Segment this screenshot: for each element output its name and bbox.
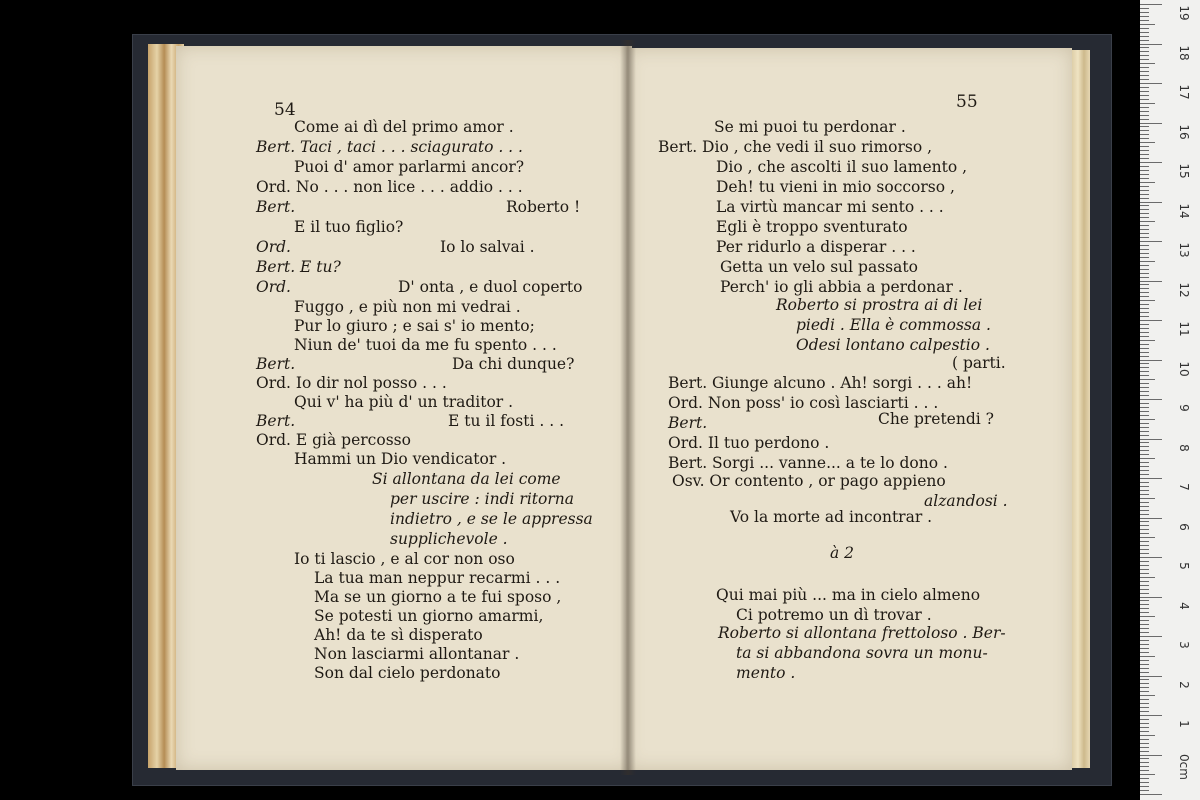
text-line: Ci potremo un dì trovar .: [736, 606, 932, 624]
ruler-tick: [1140, 672, 1149, 673]
speaker-line: Ord. No . . . non lice . . . addio . . .: [256, 178, 523, 196]
ruler-tick: [1140, 300, 1155, 301]
ruler-tick: [1140, 261, 1155, 262]
ruler-tick: [1140, 284, 1149, 285]
ruler-number: 11: [1177, 321, 1191, 337]
ruler-tick: [1140, 107, 1149, 108]
stage-direction: alzandosi .: [924, 492, 1008, 510]
text-line: E il tuo figlio?: [294, 218, 404, 236]
ruler-tick: [1140, 138, 1149, 139]
ruler-tick: [1140, 265, 1149, 266]
ruler-tick: [1140, 273, 1149, 274]
text-line: Fuggo , e più non mi vedrai .: [294, 298, 521, 316]
ruler-tick: [1140, 778, 1149, 779]
ruler-tick: [1140, 32, 1149, 33]
text-line: Io ti lascio , e al cor non oso: [294, 550, 515, 568]
ruler-tick: [1140, 126, 1149, 127]
page-number: 54: [274, 100, 296, 120]
ruler-tick: [1140, 739, 1149, 740]
ruler-tick: [1140, 620, 1149, 621]
ruler-tick: [1140, 703, 1149, 704]
ruler-tick: [1140, 316, 1149, 317]
ruler-tick: [1140, 344, 1149, 345]
speaker-label: Ord.: [256, 238, 291, 256]
ruler-tick: [1140, 209, 1149, 210]
ruler-tick: [1140, 541, 1149, 542]
ruler-tick: [1140, 411, 1149, 412]
ruler-tick: [1140, 213, 1149, 214]
text-line: Son dal cielo perdonato: [314, 664, 501, 682]
ruler-number: 8: [1177, 443, 1191, 452]
ruler-tick: [1140, 253, 1149, 254]
ruler-tick: [1140, 166, 1149, 167]
ruler-tick: [1140, 474, 1149, 475]
ruler-tick: [1140, 328, 1149, 329]
text-line: Dio , che ascolti il suo lamento ,: [716, 158, 968, 176]
text-line: Come ai dì del primo amor .: [294, 118, 514, 136]
text-line: Niun de' tuoi da me fu spento . . .: [294, 336, 557, 354]
speaker-line: Bert. Sorgi ... vanne... a te lo dono .: [668, 454, 948, 472]
text-line: Se potesti un giorno amarmi,: [314, 607, 544, 625]
ruler-tick: [1140, 573, 1149, 574]
ruler-tick: [1140, 439, 1162, 440]
ruler-tick: [1140, 51, 1149, 52]
ruler-tick: [1140, 8, 1149, 9]
ruler-tick: [1140, 91, 1149, 92]
ruler-tick: [1140, 628, 1149, 629]
ruler-tick: [1140, 419, 1155, 420]
ruler-tick: [1140, 652, 1149, 653]
speaker-line: Ord. Io dir nol posso . . .: [256, 374, 447, 392]
page-number: 55: [956, 92, 978, 112]
ruler-tick: [1140, 723, 1149, 724]
ruler-tick: [1140, 758, 1149, 759]
ruler-tick: [1140, 55, 1149, 56]
ruler-tick: [1140, 304, 1149, 305]
ruler-tick: [1140, 585, 1149, 586]
ruler-tick: [1140, 63, 1155, 64]
ruler-tick: [1140, 529, 1149, 530]
stage-direction: Si allontana da lei come: [372, 470, 561, 488]
ruler-tick: [1140, 67, 1149, 68]
ruler-tick: [1140, 423, 1149, 424]
ruler-tick: [1140, 395, 1149, 396]
ruler-tick: [1140, 486, 1149, 487]
ruler-number: 14: [1177, 202, 1191, 219]
ruler-tick: [1140, 178, 1149, 179]
speaker-line: Bert. Giunge alcuno . Ah! sorgi . . . ah!: [668, 374, 973, 392]
ruler-tick: [1140, 545, 1149, 546]
ruler-tick: [1140, 415, 1149, 416]
text-line: Qui mai più ... ma in cielo almeno: [716, 586, 981, 604]
ruler-tick: [1140, 593, 1149, 594]
ruler-tick: [1140, 589, 1149, 590]
text-line: Da chi dunque?: [452, 355, 575, 373]
ruler-tick: [1140, 146, 1149, 147]
ruler-tick: [1140, 782, 1149, 783]
ruler-tick: [1140, 731, 1149, 732]
ruler-tick: [1140, 363, 1149, 364]
ruler-tick: [1140, 20, 1149, 21]
speaker-line: Bert. Dio , che vedi il suo rimorso ,: [658, 138, 933, 156]
ruler-tick: [1140, 687, 1149, 688]
stage-direction: Odesi lontano calpestio .: [796, 336, 990, 354]
speaker-label: Bert.: [256, 198, 296, 216]
ruler-number: 13: [1177, 242, 1191, 258]
ruler-tick: [1140, 83, 1162, 84]
ruler-tick: [1140, 446, 1149, 447]
ruler-tick: [1140, 612, 1149, 613]
text-line: Egli è troppo sventurato: [716, 218, 908, 236]
ruler-tick: [1140, 762, 1149, 763]
ruler-tick: [1140, 790, 1149, 791]
speaker-label: Bert.: [256, 355, 296, 373]
text-line: Ah! da te sì disperato: [314, 626, 483, 644]
text-line: Non lasciarmi allontanar .: [314, 645, 520, 663]
ruler-tick: [1140, 498, 1155, 499]
ruler-tick: [1140, 4, 1162, 5]
ruler-tick: [1140, 277, 1149, 278]
ruler-tick: [1140, 115, 1149, 116]
ruler-number: 6: [1177, 522, 1191, 531]
ruler-tick: [1140, 490, 1149, 491]
ruler-tick: [1140, 367, 1149, 368]
ruler-tick: [1140, 123, 1162, 124]
ruler-tick: [1140, 770, 1149, 771]
ruler-tick: [1140, 182, 1155, 183]
stage-direction: supplichevole .: [390, 530, 508, 548]
ruler-tick: [1140, 482, 1149, 483]
text-line: Io lo salvai .: [440, 238, 535, 256]
stage-direction: Roberto si allontana frettoloso . Ber-: [718, 624, 1006, 642]
ruler-tick: [1140, 162, 1162, 163]
ruler-tick: [1140, 521, 1149, 522]
ruler-tick: [1140, 111, 1149, 112]
ruler-tick: [1140, 24, 1155, 25]
ruler-tick: [1140, 407, 1149, 408]
ruler-tick: [1140, 679, 1149, 680]
ruler-tick: [1140, 766, 1149, 767]
ruler-number: 1: [1177, 720, 1191, 728]
ruler-tick: [1140, 352, 1149, 353]
ruler-number: 10: [1177, 360, 1191, 377]
ruler-tick: [1140, 158, 1149, 159]
text-line: Che pretendi ?: [878, 410, 994, 428]
text-line: Per ridurlo a disperar . . .: [716, 238, 916, 256]
speaker-label: Ord.: [256, 278, 291, 296]
text-line: Pur lo giuro ; e sai s' io mento;: [294, 317, 535, 335]
ruler-tick: [1140, 699, 1149, 700]
ruler-tick: [1140, 747, 1149, 748]
ruler-tick: [1140, 557, 1162, 558]
text-line: Roberto !: [506, 198, 581, 216]
text-line: Qui v' ha più d' un traditor .: [294, 393, 514, 411]
ruler-tick: [1140, 142, 1155, 143]
ruler-tick: [1140, 711, 1149, 712]
ruler-tick: [1140, 683, 1149, 684]
stage-direction: ta si abbandona sovra un monu-: [736, 644, 988, 662]
ruler-tick: [1140, 87, 1149, 88]
ruler-tick: [1140, 735, 1155, 736]
stage-direction: Roberto si prostra ai di lei: [776, 296, 983, 314]
ruler-tick: [1140, 44, 1162, 45]
ruler-scale: [1140, 0, 1200, 800]
ruler-tick: [1140, 269, 1149, 270]
speaker-line: Osv. Or contento , or pago appieno: [672, 472, 946, 490]
ruler-tick: [1140, 514, 1149, 515]
ruler-tick: [1140, 130, 1149, 131]
ruler-tick: [1140, 518, 1162, 519]
ruler-tick: [1140, 442, 1149, 443]
ruler-tick: [1140, 225, 1149, 226]
ruler-tick: [1140, 360, 1162, 361]
measuring-ruler: [1140, 0, 1200, 800]
ruler-tick: [1140, 99, 1149, 100]
ruler-tick: [1140, 103, 1155, 104]
right-page: [626, 48, 1072, 770]
text-line: Deh! tu vieni in mio soccorso ,: [716, 178, 955, 196]
text-line: Ma se un giorno a te fui sposo ,: [314, 588, 562, 606]
ruler-tick: [1140, 668, 1149, 669]
ruler-tick: [1140, 221, 1155, 222]
text-line: Hammi un Dio vendicator .: [294, 450, 507, 468]
ruler-tick: [1140, 616, 1155, 617]
ruler-tick: [1140, 751, 1149, 752]
ruler-number: 4: [1177, 601, 1191, 610]
ruler-tick: [1140, 727, 1149, 728]
ruler-tick: [1140, 40, 1149, 41]
text-line: Puoi d' amor parlarmi ancor?: [294, 158, 525, 176]
ruler-tick: [1140, 600, 1149, 601]
ruler-tick: [1140, 458, 1155, 459]
ruler-tick: [1140, 379, 1155, 380]
ruler-tick: [1140, 506, 1149, 507]
ruler-tick: [1140, 533, 1149, 534]
ruler-tick: [1140, 233, 1149, 234]
ruler-tick: [1140, 387, 1149, 388]
ruler-tick: [1140, 332, 1149, 333]
ruler-tick: [1140, 691, 1149, 692]
ruler-tick: [1140, 502, 1149, 503]
ruler-tick: [1140, 462, 1149, 463]
ruler-tick: [1140, 427, 1149, 428]
ruler-number: 18: [1177, 44, 1191, 61]
ruler-tick: [1140, 202, 1162, 203]
speaker-line: Bert. E tu?: [256, 258, 341, 276]
stage-direction: per uscire : indi ritorna: [390, 490, 574, 508]
ruler-tick: [1140, 450, 1149, 451]
ruler-tick: [1140, 198, 1149, 199]
ruler-tick: [1140, 79, 1149, 80]
ruler-tick: [1140, 95, 1149, 96]
text-line: D' onta , e duol coperto: [398, 278, 583, 296]
ruler-tick: [1140, 186, 1149, 187]
ruler-tick: [1140, 581, 1149, 582]
ruler-tick: [1140, 75, 1149, 76]
ruler-number: 0cm: [1177, 753, 1191, 780]
left-page: [176, 46, 632, 770]
stage-direction: piedi . Ella è commossa .: [796, 316, 991, 334]
ruler-tick: [1140, 470, 1149, 471]
speaker-line: Bert. Taci , taci . . . sciagurato . . .: [256, 138, 523, 156]
ruler-tick: [1140, 257, 1149, 258]
ruler-tick: [1140, 150, 1149, 151]
ruler-tick: [1140, 695, 1155, 696]
text-line: Se mi puoi tu perdonar .: [714, 118, 906, 136]
text-line: La virtù mancar mi sento . . .: [716, 198, 944, 216]
ruler-tick: [1140, 553, 1149, 554]
ruler-tick: [1140, 375, 1149, 376]
ruler-tick: [1140, 399, 1162, 400]
ruler-number: 7: [1177, 483, 1191, 491]
ruler-tick: [1140, 340, 1155, 341]
ruler-tick: [1140, 435, 1149, 436]
ruler-tick: [1140, 565, 1149, 566]
ruler-tick: [1140, 632, 1149, 633]
ruler-tick: [1140, 12, 1149, 13]
ruler-tick: [1140, 281, 1162, 282]
page-edges-right: [1070, 50, 1090, 768]
ruler-tick: [1140, 336, 1149, 337]
ruler-number: 16: [1177, 123, 1191, 140]
speaker-line: Ord. E già percosso: [256, 431, 411, 449]
ruler-tick: [1140, 794, 1162, 795]
duet-marker: à 2: [830, 544, 855, 562]
ruler-number: 19: [1177, 5, 1191, 21]
ruler-tick: [1140, 324, 1149, 325]
speaker-line: Ord. Il tuo perdono .: [668, 434, 830, 452]
ruler-tick: [1140, 237, 1149, 238]
ruler-tick: [1140, 664, 1149, 665]
ruler-tick: [1140, 28, 1149, 29]
ruler-tick: [1140, 743, 1149, 744]
text-line: Getta un velo sul passato: [720, 258, 918, 276]
ruler-tick: [1140, 719, 1149, 720]
ruler-tick: [1140, 249, 1149, 250]
ruler-tick: [1140, 494, 1149, 495]
speaker-label: Bert.: [668, 414, 708, 432]
book-gutter: [620, 40, 636, 775]
ruler-tick: [1140, 676, 1162, 677]
ruler-tick: [1140, 36, 1149, 37]
ruler-tick: [1140, 174, 1149, 175]
ruler-tick: [1140, 134, 1149, 135]
text-line: E tu il fosti . . .: [448, 412, 564, 430]
ruler-tick: [1140, 194, 1149, 195]
ruler-tick: [1140, 371, 1149, 372]
ruler-tick: [1140, 454, 1149, 455]
stage-direction: indietro , e se le appressa: [390, 510, 593, 528]
ruler-tick: [1140, 391, 1149, 392]
stage-direction: ( parti.: [952, 354, 1006, 372]
ruler-tick: [1140, 525, 1149, 526]
ruler-tick: [1140, 288, 1149, 289]
text-line: Vo la morte ad incontrar .: [730, 508, 933, 526]
ruler-tick: [1140, 320, 1162, 321]
ruler-tick: [1140, 786, 1149, 787]
ruler-tick: [1140, 154, 1149, 155]
ruler-tick: [1140, 715, 1162, 716]
speaker-line: Ord. Non poss' io così lasciarti . . .: [668, 394, 939, 412]
ruler-tick: [1140, 308, 1149, 309]
ruler-tick: [1140, 348, 1149, 349]
ruler-number: 15: [1177, 163, 1191, 179]
ruler-tick: [1140, 190, 1149, 191]
ruler-tick: [1140, 312, 1149, 313]
ruler-tick: [1140, 403, 1149, 404]
ruler-tick: [1140, 217, 1149, 218]
ruler-tick: [1140, 537, 1155, 538]
ruler-number: 17: [1177, 84, 1191, 100]
speaker-label: Bert.: [256, 412, 296, 430]
ruler-tick: [1140, 608, 1149, 609]
ruler-tick: [1140, 296, 1149, 297]
ruler-tick: [1140, 431, 1149, 432]
ruler-tick: [1140, 356, 1149, 357]
ruler-tick: [1140, 597, 1162, 598]
ruler-tick: [1140, 774, 1155, 775]
ruler-tick: [1140, 660, 1149, 661]
ruler-tick: [1140, 16, 1149, 17]
ruler-tick: [1140, 119, 1149, 120]
ruler-tick: [1140, 466, 1149, 467]
ruler-tick: [1140, 241, 1162, 242]
text-line: La tua man neppur recarmi . . .: [314, 569, 561, 587]
ruler-tick: [1140, 624, 1149, 625]
stage-direction: mento .: [736, 664, 796, 682]
ruler-number: 12: [1177, 281, 1191, 298]
ruler-number: 9: [1177, 404, 1191, 412]
ruler-tick: [1140, 636, 1162, 637]
ruler-number: 2: [1177, 680, 1191, 689]
ruler-tick: [1140, 561, 1149, 562]
ruler-tick: [1140, 245, 1149, 246]
ruler-number: 3: [1177, 641, 1191, 649]
ruler-tick: [1140, 292, 1149, 293]
ruler-number: 5: [1177, 562, 1191, 570]
ruler-tick: [1140, 640, 1149, 641]
ruler-tick: [1140, 577, 1155, 578]
ruler-tick: [1140, 656, 1155, 657]
ruler-tick: [1140, 549, 1149, 550]
ruler-tick: [1140, 205, 1149, 206]
ruler-tick: [1140, 383, 1149, 384]
ruler-tick: [1140, 569, 1149, 570]
ruler-tick: [1140, 170, 1149, 171]
ruler-tick: [1140, 59, 1149, 60]
ruler-tick: [1140, 229, 1149, 230]
text-line: Perch' io gli abbia a perdonar .: [720, 278, 963, 296]
ruler-tick: [1140, 71, 1149, 72]
ruler-tick: [1140, 510, 1149, 511]
ruler-tick: [1140, 644, 1149, 645]
ruler-tick: [1140, 478, 1162, 479]
ruler-tick: [1140, 648, 1149, 649]
ruler-tick: [1140, 755, 1162, 756]
ruler-tick: [1140, 47, 1149, 48]
ruler-tick: [1140, 604, 1149, 605]
ruler-tick: [1140, 707, 1149, 708]
